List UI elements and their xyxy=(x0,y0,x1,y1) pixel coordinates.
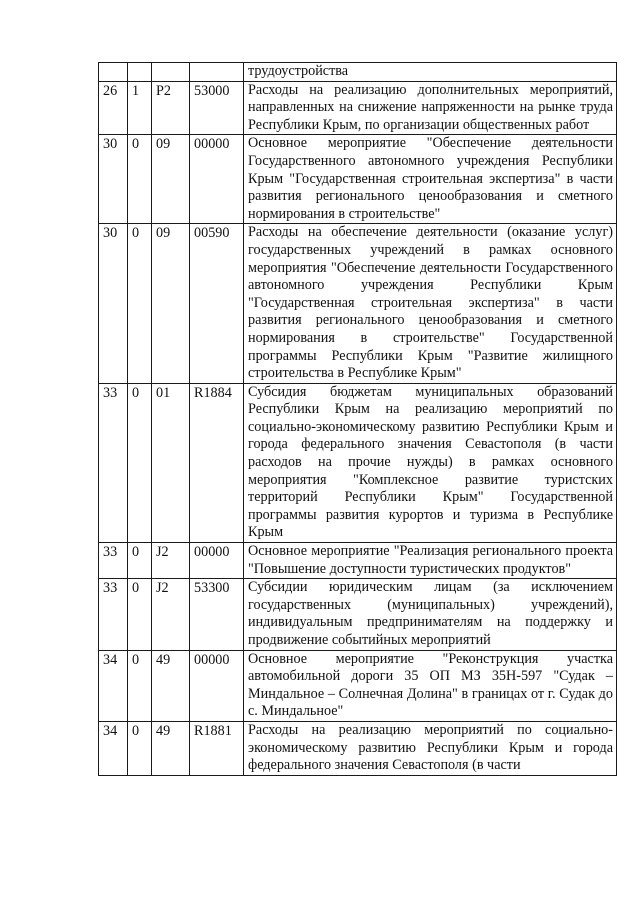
event-code-cell: 01 xyxy=(152,383,190,542)
table-row xyxy=(99,81,617,135)
expense-direction-code-cell: 00000 xyxy=(190,135,244,224)
event-code-cell xyxy=(152,63,190,82)
table-row xyxy=(99,579,617,650)
program-code-cell: 33 xyxy=(99,383,128,542)
expense-direction-code-cell: 00000 xyxy=(190,543,244,579)
subprogram-code-cell: 0 xyxy=(128,721,152,775)
program-code-cell xyxy=(99,63,128,82)
table-row xyxy=(99,63,617,82)
event-code-cell: J2 xyxy=(152,579,190,650)
table-row xyxy=(99,650,617,721)
event-code-cell: 09 xyxy=(152,224,190,383)
subprogram-code-cell: 1 xyxy=(128,81,152,135)
description-cell: Основное мероприятие "Реализация регионального проекта "Повышение доступности туристических продуктов" xyxy=(244,543,617,579)
program-code-cell: 30 xyxy=(99,224,128,383)
subprogram-code-cell: 0 xyxy=(128,543,152,579)
subprogram-code-cell: 0 xyxy=(128,224,152,383)
table-row xyxy=(99,383,617,542)
program-code-cell: 30 xyxy=(99,135,128,224)
budget-classification-table xyxy=(98,62,617,776)
description-cell: Основное мероприятие "Обеспечение деятельности Государственного автономного учреждения Республики Крым "Государственная строительная экспертиза" в части развития регионального ценообразования и сметного нормирования в строительстве" xyxy=(244,135,617,224)
description-cell: Расходы на обеспечение деятельности (оказание услуг) государственных учреждений в рамках основного мероприятия "Обеспечение деятельности Государственного автономного учреждения Республики Крым "Государственная строительная экспертиза" в части развития регионального ценообразования и сметного нормирования в строительстве" Государственной программы Республики Крым "Развитие жилищного строительства в Республике Крым" xyxy=(244,224,617,383)
description-cell: Расходы на реализацию мероприятий по социально-экономическому развитию Республики Крым и города федерального значения Севастополя (в части xyxy=(244,721,617,775)
description-cell: Субсидия бюджетам муниципальных образований Республики Крым на реализацию мероприятий по социально-экономическому развитию Республики Крым и города федерального значения Севастополя (в части расходов на прочие нужды) в рамках основного мероприятия "Комплексное развитие туристских территорий Республики Крым" Государственной программы развития курортов и туризма в Республике Крым xyxy=(244,383,617,542)
event-code-cell: 49 xyxy=(152,721,190,775)
event-code-cell: J2 xyxy=(152,543,190,579)
table-row xyxy=(99,543,617,579)
expense-direction-code-cell: 53000 xyxy=(190,81,244,135)
event-code-cell: P2 xyxy=(152,81,190,135)
expense-direction-code-cell: 53300 xyxy=(190,579,244,650)
program-code-cell: 33 xyxy=(99,543,128,579)
subprogram-code-cell xyxy=(128,63,152,82)
event-code-cell: 09 xyxy=(152,135,190,224)
description-cell: Основное мероприятие "Реконструкция участка автомобильной дороги 35 ОП МЗ 35Н-597 "Судак – Миндальное – Солнечная Долина" в границах от г. Судак до с. Миндальное" xyxy=(244,650,617,721)
event-code-cell: 49 xyxy=(152,650,190,721)
expense-direction-code-cell: 00000 xyxy=(190,650,244,721)
table-row xyxy=(99,224,617,383)
program-code-cell: 34 xyxy=(99,721,128,775)
program-code-cell: 33 xyxy=(99,579,128,650)
subprogram-code-cell: 0 xyxy=(128,135,152,224)
description-cell: Субсидии юридическим лицам (за исключением государственных (муниципальных) учреждений), индивидуальным предпринимателям на поддержку и продвижение событийных мероприятий xyxy=(244,579,617,650)
program-code-cell: 26 xyxy=(99,81,128,135)
subprogram-code-cell: 0 xyxy=(128,383,152,542)
description-cell: трудоустройства xyxy=(244,63,617,82)
program-code-cell: 34 xyxy=(99,650,128,721)
expense-direction-code-cell: 00590 xyxy=(190,224,244,383)
expense-direction-code-cell: R1884 xyxy=(190,383,244,542)
table-row xyxy=(99,135,617,224)
expense-direction-code-cell: R1881 xyxy=(190,721,244,775)
expense-direction-code-cell xyxy=(190,63,244,82)
subprogram-code-cell: 0 xyxy=(128,650,152,721)
subprogram-code-cell: 0 xyxy=(128,579,152,650)
table-row xyxy=(99,721,617,775)
description-cell: Расходы на реализацию дополнительных мероприятий, направленных на снижение напряженности на рынке труда Республики Крым, по организации общественных работ xyxy=(244,81,617,135)
table-body xyxy=(99,63,617,776)
